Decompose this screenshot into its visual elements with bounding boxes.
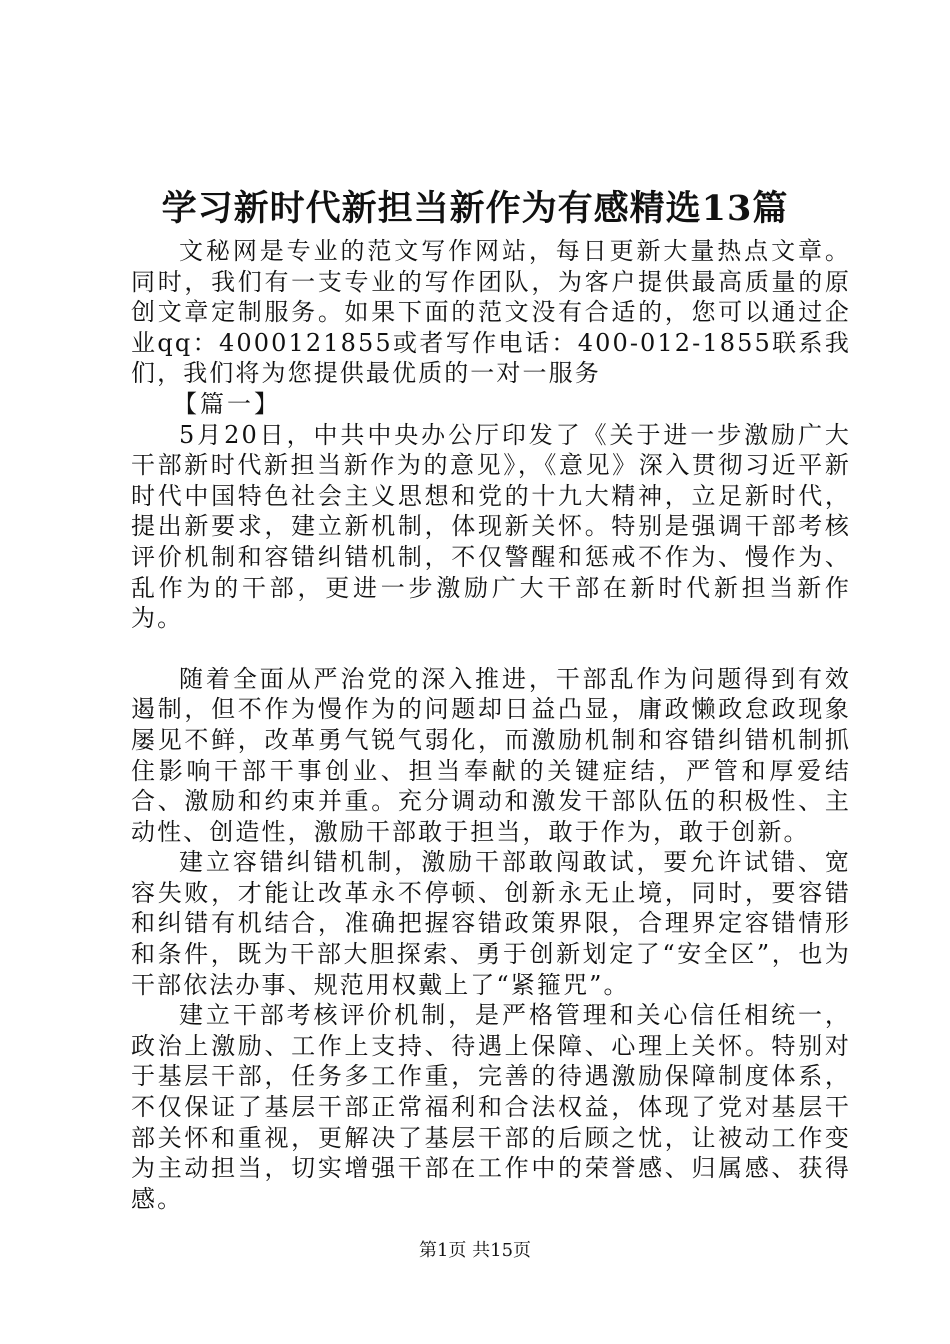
- intro-paragraph: 文秘网是专业的范文写作网站，每日更新大量热点文章。同时，我们有一支专业的写作团队，为客户提供最高质量的原创文章定制服务。如果下面的范文没有合适的，您可以通过企业qq：4000121855或者写作电话：400-012-1855联系我们，我们将为您提供最优质的一对一服务: [131, 237, 851, 388]
- document-body: [131, 236, 851, 1214]
- section-heading: 【篇一】: [173, 389, 281, 418]
- paragraph-gap: [131, 634, 851, 664]
- document-title: 学习新时代新担当新作为有感精选13篇: [161, 188, 789, 229]
- paragraph-3: 建立容错纠错机制，激励干部敢闯敢试，要允许试错、宽容失败，才能让改革永不停顿、创新永无止境，同时，要容错和纠错有机结合，准确把握容错政策界限，合理界定容错情形和条件，既为干部大胆探索、勇于创新划定了“安全区”，也为干部依法办事、规范用权戴上了“紧箍咒”。: [131, 848, 851, 999]
- paragraph-2: 随着全面从严治党的深入推进，干部乱作为问题得到有效遏制，但不作为慢作为的问题却日益凸显，庸政懒政怠政现象屡见不鲜，改革勇气锐气弱化，而激励机制和容错纠错机制抓住影响干部干事创业、担当奉献的关键症结，严管和厚爱结合、激励和约束并重。充分调动和激发干部队伍的积极性、主动性、创造性，激励干部敢于担当，敢于作为，敢于创新。: [131, 664, 851, 846]
- page-number-footer: 第1页 共15页: [418, 1240, 532, 1261]
- paragraph-4: 建立干部考核评价机制，是严格管理和关心信任相统一，政治上激励、工作上支持、待遇上保障、心理上关怀。特别对于基层干部，任务多工作重，完善的待遇激励保障制度体系，不仅保证了基层干部正常福利和合法权益，体现了党对基层干部关怀和重视，更解决了基层干部的后顾之忧，让被动工作变为主动担当，切实增强干部在工作中的荣誉感、归属感、获得感。: [131, 1001, 851, 1213]
- paragraph-1: 5月20日，中共中央办公厅印发了《关于进一步激励广大干部新时代新担当新作为的意见》，《意见》深入贯彻习近平新时代中国特色社会主义思想和党的十九大精神，立足新时代，提出新要求，建立新机制，体现新关怀。特别是强调干部考核评价机制和容错纠错机制，不仅警醒和惩戒不作为、慢作为、乱作为的干部，更进一步激励广大干部在新时代新担当新作为。: [131, 420, 851, 633]
